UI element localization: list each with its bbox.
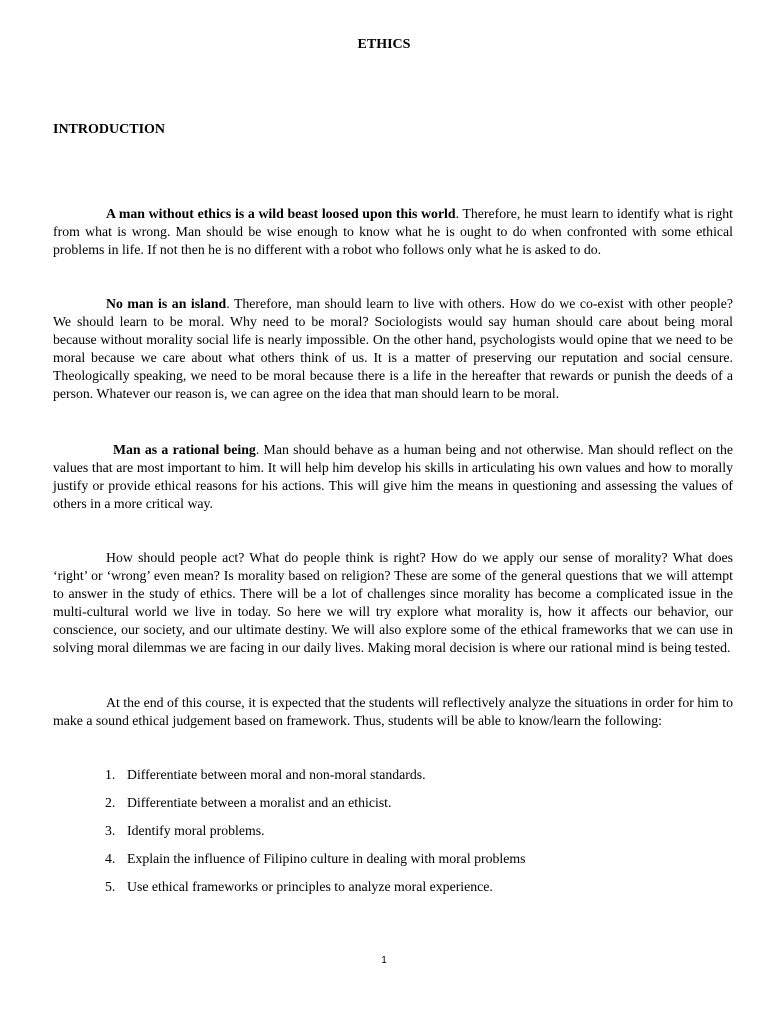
document-title: ETHICS <box>357 37 411 52</box>
list-item-text: Differentiate between moral and non-moral standards. <box>127 767 426 782</box>
list-item-text: Differentiate between a moralist and an ethicist. <box>127 795 392 810</box>
list-item-text: Explain the influence of Filipino culture in dealing with moral problems <box>127 851 526 866</box>
paragraph-no-man-island <box>53 295 733 403</box>
list-item-number: 2. <box>105 795 116 810</box>
objectives-list <box>105 766 526 906</box>
paragraph-questions <box>53 549 733 657</box>
paragraph-rational-being <box>53 441 733 513</box>
list-item <box>105 766 526 794</box>
paragraph-wild-beast <box>53 205 733 259</box>
paragraph-body: . Therefore, man should learn to live with others. How do we co-exist with other people? We should learn to be moral. Why need to be moral? Sociologists would say human should care about being moral because without morality social life is nearly impossible. On the other hand, psychologists would opine that we need to be moral because we care about what others think of us. It is a matter of preserving our reputation and social censure. Theologically speaking, we need to be moral because there is a life in the hereafter that rewards or punish the deeds of a person. Whatever our reason is, we can agree on the idea that man should learn to be moral. <box>53 296 734 401</box>
paragraph-body: . Therefore, he must learn to identify what is right from what is wrong. Man should be wise enough to know what he is ought to do when confronted with some ethical problems in life. If not then he is no different with a robot who follows only what he is asked to do. <box>53 206 733 257</box>
list-item-number: 3. <box>105 823 116 838</box>
paragraph-lead: No man is an island <box>106 296 227 311</box>
list-item <box>105 822 526 850</box>
list-item-number: 4. <box>105 851 116 866</box>
list-item <box>105 794 526 822</box>
list-item <box>105 850 526 878</box>
section-heading: INTRODUCTION <box>53 122 166 137</box>
paragraph-course-end <box>53 694 733 730</box>
list-item-text: Use ethical frameworks or principles to analyze moral experience. <box>127 879 493 894</box>
list-item-number: 5. <box>105 879 116 894</box>
paragraph-body: . Man should behave as a human being and not otherwise. Man should reflect on the values that are most important to him. It will help him develop his skills in articulating his own values and how to morally justify or provide ethical reasons for his actions. This will give him the means in questioning and assessing the values of others in a more critical way. <box>53 442 733 511</box>
paragraph-body: At the end of this course, it is expected that the students will reflectively analyze the situations in order for him to make a sound ethical judgement based on framework. Thus, students will be able to know/learn the following: <box>53 695 733 728</box>
list-item-text: Identify moral problems. <box>127 823 265 838</box>
paragraph-body: How should people act? What do people think is right? How do we apply our sense of morality? What does ‘right’ or ‘wrong’ even mean? Is morality based on religion? These are some of the general questions that we will attempt to answer in the study of ethics. There will be a lot of challenges since morality has become a complicated issue in the multi-cultural world we live in today. So here we will try explore what morality is, how it affects our behavior, our conscience, our society, and our ultimate destiny. We will also explore some of the ethical frameworks that we can use in solving moral dilemmas we are facing in our daily lives. Making moral decision is where our rational mind is being tested. <box>53 550 733 655</box>
paragraph-lead: A man without ethics is a wild beast loosed upon this world <box>106 206 456 221</box>
list-item <box>105 878 526 906</box>
list-item-number: 1. <box>105 767 116 782</box>
page-number: 1 <box>381 955 387 966</box>
paragraph-lead: Man as a rational being <box>113 442 256 457</box>
